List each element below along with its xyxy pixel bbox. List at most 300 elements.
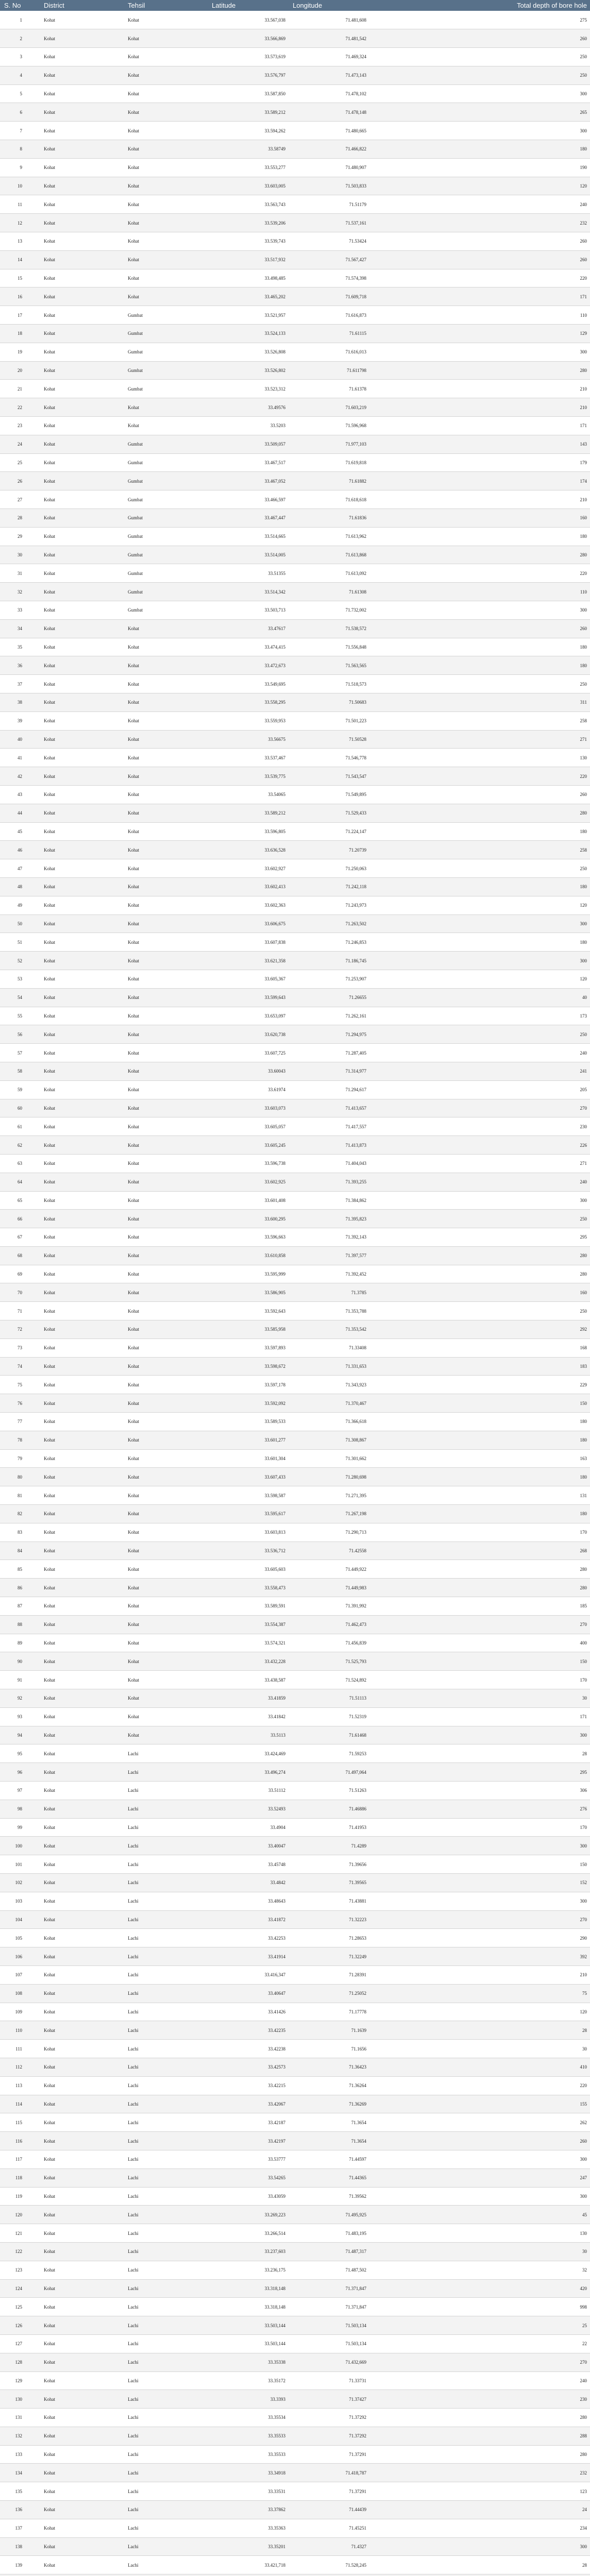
cell-district: Kohat (40, 785, 124, 804)
table-row (0, 84, 590, 103)
cell-tehsil: Gumbat (124, 509, 208, 528)
cell-depth: 300 (369, 2187, 590, 2206)
cell-district: Kohat (40, 1505, 124, 1523)
cell-district: Kohat (40, 2464, 124, 2482)
cell-tehsil: Kohat (124, 1246, 208, 1265)
cell-district: Kohat (40, 1468, 124, 1486)
cell-sno: 17 (0, 306, 40, 325)
cell-tehsil: Lachi (124, 1800, 208, 1818)
cell-sno: 104 (0, 1910, 40, 1929)
cell-sno: 87 (0, 1597, 40, 1616)
cell-latitude: 33.537,467 (208, 749, 289, 767)
cell-sno: 31 (0, 564, 40, 583)
cell-latitude: 33.539,775 (208, 767, 289, 786)
cell-tehsil: Lachi (124, 1873, 208, 1892)
cell-longitude: 71.556,848 (289, 638, 369, 656)
cell-tehsil: Kohat (124, 804, 208, 822)
cell-district: Kohat (40, 1413, 124, 1431)
cell-tehsil: Lachi (124, 2279, 208, 2298)
cell-tehsil: Kohat (124, 1413, 208, 1431)
cell-district: Kohat (40, 1357, 124, 1376)
cell-depth: 250 (369, 1302, 590, 1320)
table-row (0, 527, 590, 546)
cell-tehsil: Lachi (124, 2409, 208, 2427)
table-row (0, 1486, 590, 1505)
table-row (0, 1744, 590, 1763)
cell-longitude: 71.384,862 (289, 1191, 369, 1210)
cell-latitude: 33.48643 (208, 1892, 289, 1910)
cell-latitude: 33.601,304 (208, 1449, 289, 1468)
cell-district: Kohat (40, 1671, 124, 1689)
table-row (0, 1007, 590, 1025)
cell-longitude: 71.52319 (289, 1707, 369, 1726)
cell-longitude: 71.61882 (289, 472, 369, 490)
cell-longitude: 71.287,405 (289, 1044, 369, 1062)
cell-longitude: 71.481,542 (289, 29, 369, 48)
cell-sno: 18 (0, 325, 40, 343)
cell-district: Kohat (40, 158, 124, 177)
cell-longitude: 71.543,547 (289, 767, 369, 786)
cell-sno: 35 (0, 638, 40, 656)
cell-depth: 311 (369, 693, 590, 711)
cell-longitude: 71.45251 (289, 2519, 369, 2537)
cell-district: Kohat (40, 970, 124, 988)
cell-tehsil: Gumbat (124, 306, 208, 325)
cell-latitude: 33.558,295 (208, 693, 289, 711)
cell-depth: 280 (369, 804, 590, 822)
cell-tehsil: Gumbat (124, 435, 208, 453)
cell-depth: 220 (369, 2076, 590, 2095)
cell-longitude: 71.567,427 (289, 250, 369, 269)
cell-latitude: 33.467,052 (208, 472, 289, 490)
cell-district: Kohat (40, 2040, 124, 2058)
cell-district: Kohat (40, 952, 124, 970)
cell-district: Kohat (40, 638, 124, 656)
table-row (0, 822, 590, 841)
cell-tehsil: Gumbat (124, 361, 208, 380)
cell-tehsil: Kohat (124, 1615, 208, 1634)
cell-depth: 30 (369, 2242, 590, 2261)
cell-tehsil: Lachi (124, 2519, 208, 2537)
cell-sno: 6 (0, 103, 40, 122)
cell-tehsil: Kohat (124, 1707, 208, 1726)
cell-district: Kohat (40, 398, 124, 417)
cell-longitude: 71.314,977 (289, 1062, 369, 1080)
cell-latitude: 33.438,587 (208, 1671, 289, 1689)
cell-sno: 59 (0, 1080, 40, 1099)
cell-sno: 63 (0, 1154, 40, 1173)
cell-depth: 280 (369, 2445, 590, 2464)
cell-tehsil: Kohat (124, 1191, 208, 1210)
table-header-row (0, 0, 590, 11)
cell-sno: 61 (0, 1117, 40, 1136)
cell-depth: 270 (369, 1910, 590, 1929)
cell-latitude: 33.43059 (208, 2187, 289, 2206)
cell-longitude: 71.462,473 (289, 1615, 369, 1634)
cell-sno: 68 (0, 1246, 40, 1265)
cell-longitude: 71.596,968 (289, 417, 369, 435)
cell-depth: 155 (369, 2095, 590, 2113)
cell-tehsil: Kohat (124, 1597, 208, 1616)
cell-longitude: 71.353,788 (289, 1302, 369, 1320)
cell-longitude: 71.473,143 (289, 66, 369, 84)
cell-tehsil: Kohat (124, 988, 208, 1007)
table-row (0, 287, 590, 306)
table-row (0, 2261, 590, 2279)
cell-depth: 410 (369, 2058, 590, 2076)
cell-tehsil: Kohat (124, 1726, 208, 1744)
cell-district: Kohat (40, 1873, 124, 1892)
cell-district: Kohat (40, 1173, 124, 1191)
cell-tehsil: Kohat (124, 195, 208, 214)
cell-tehsil: Kohat (124, 933, 208, 952)
cell-sno: 117 (0, 2150, 40, 2168)
table-row (0, 1191, 590, 1210)
cell-district: Kohat (40, 2334, 124, 2353)
cell-tehsil: Kohat (124, 1210, 208, 1228)
cell-latitude: 33.603,073 (208, 1099, 289, 1117)
cell-longitude: 71.37291 (289, 2445, 369, 2464)
cell-longitude: 71.495,925 (289, 2206, 369, 2224)
cell-latitude: 33.563,743 (208, 195, 289, 214)
cell-tehsil: Lachi (124, 2206, 208, 2224)
cell-sno: 38 (0, 693, 40, 711)
cell-sno: 70 (0, 1283, 40, 1302)
cell-tehsil: Lachi (124, 2242, 208, 2261)
cell-depth: 260 (369, 250, 590, 269)
cell-district: Kohat (40, 103, 124, 122)
cell-longitude: 71.611798 (289, 361, 369, 380)
cell-latitude: 33.599,643 (208, 988, 289, 1007)
table-row (0, 1062, 590, 1080)
table-row (0, 914, 590, 933)
cell-sno: 28 (0, 509, 40, 528)
cell-longitude: 71.1656 (289, 2040, 369, 2058)
cell-tehsil: Lachi (124, 2168, 208, 2187)
cell-longitude: 71.61836 (289, 509, 369, 528)
table-row (0, 2445, 590, 2464)
table-row (0, 1855, 590, 1874)
cell-longitude: 71.619,818 (289, 453, 369, 472)
cell-district: Kohat (40, 1910, 124, 1929)
cell-latitude: 33.498,485 (208, 269, 289, 287)
cell-latitude: 33.269,223 (208, 2206, 289, 2224)
table-row (0, 380, 590, 398)
cell-latitude: 33.597,893 (208, 1338, 289, 1357)
cell-tehsil: Kohat (124, 841, 208, 859)
cell-longitude: 71.4289 (289, 1837, 369, 1855)
cell-latitude: 33.589,212 (208, 103, 289, 122)
cell-tehsil: Lachi (124, 2132, 208, 2150)
cell-longitude: 71.308,867 (289, 1431, 369, 1449)
cell-district: Kohat (40, 1560, 124, 1579)
table-row (0, 601, 590, 620)
cell-tehsil: Kohat (124, 66, 208, 84)
cell-longitude: 71.44365 (289, 2168, 369, 2187)
cell-tehsil: Kohat (124, 1117, 208, 1136)
table-row (0, 804, 590, 822)
cell-sno: 15 (0, 269, 40, 287)
cell-depth: 258 (369, 711, 590, 730)
table-row (0, 1689, 590, 1708)
table-row (0, 2482, 590, 2501)
table-row (0, 583, 590, 601)
cell-tehsil: Kohat (124, 1560, 208, 1579)
cell-latitude: 33.472,673 (208, 656, 289, 675)
cell-latitude: 33.602,927 (208, 859, 289, 878)
cell-latitude: 33.536,712 (208, 1541, 289, 1560)
cell-tehsil: Lachi (124, 2113, 208, 2132)
cell-depth: 300 (369, 1892, 590, 1910)
cell-longitude: 71.37292 (289, 2409, 369, 2427)
cell-sno: 139 (0, 2556, 40, 2574)
cell-longitude: 71.46886 (289, 1800, 369, 1818)
cell-latitude: 33.40647 (208, 1984, 289, 2003)
cell-sno: 132 (0, 2427, 40, 2445)
table-row (0, 2168, 590, 2187)
cell-sno: 46 (0, 841, 40, 859)
cell-district: Kohat (40, 2556, 124, 2574)
cell-depth: 300 (369, 2537, 590, 2556)
cell-longitude: 71.371,847 (289, 2298, 369, 2316)
cell-longitude: 71.17778 (289, 2003, 369, 2021)
cell-tehsil: Kohat (124, 103, 208, 122)
table-row (0, 1117, 590, 1136)
cell-sno: 29 (0, 527, 40, 546)
cell-depth: 220 (369, 564, 590, 583)
table-row (0, 2298, 590, 2316)
cell-tehsil: Kohat (124, 214, 208, 232)
cell-sno: 118 (0, 2168, 40, 2187)
cell-latitude: 33.40047 (208, 1837, 289, 1855)
cell-longitude: 71.618,618 (289, 490, 369, 509)
cell-sno: 135 (0, 2482, 40, 2501)
table-row (0, 970, 590, 988)
cell-district: Kohat (40, 2021, 124, 2040)
cell-depth: 129 (369, 325, 590, 343)
table-row (0, 453, 590, 472)
cell-depth: 210 (369, 490, 590, 509)
table-row (0, 509, 590, 528)
cell-sno: 77 (0, 1413, 40, 1431)
cell-latitude: 33.54065 (208, 785, 289, 804)
cell-longitude: 71.39562 (289, 2187, 369, 2206)
table-row (0, 1929, 590, 1947)
cell-sno: 109 (0, 2003, 40, 2021)
cell-depth: 150 (369, 1394, 590, 1413)
cell-district: Kohat (40, 1099, 124, 1117)
cell-sno: 27 (0, 490, 40, 509)
cell-district: Kohat (40, 1338, 124, 1357)
cell-latitude: 33.5203 (208, 417, 289, 435)
cell-tehsil: Kohat (124, 952, 208, 970)
cell-longitude: 71.732,002 (289, 601, 369, 620)
cell-latitude: 33.549,695 (208, 675, 289, 693)
cell-latitude: 33.42187 (208, 2113, 289, 2132)
cell-tehsil: Kohat (124, 1136, 208, 1155)
cell-tehsil: Lachi (124, 1965, 208, 1984)
table-row (0, 1265, 590, 1283)
cell-tehsil: Lachi (124, 1837, 208, 1855)
cell-tehsil: Lachi (124, 2095, 208, 2113)
table-row (0, 619, 590, 638)
cell-tehsil: Lachi (124, 2076, 208, 2095)
cell-longitude: 71.224,147 (289, 822, 369, 841)
table-row (0, 325, 590, 343)
cell-sno: 16 (0, 287, 40, 306)
cell-district: Kohat (40, 2095, 124, 2113)
cell-latitude: 33.42573 (208, 2058, 289, 2076)
cell-district: Kohat (40, 2353, 124, 2371)
cell-district: Kohat (40, 2187, 124, 2206)
cell-longitude: 71.413,873 (289, 1136, 369, 1155)
cell-sno: 1 (0, 11, 40, 29)
cell-sno: 122 (0, 2242, 40, 2261)
cell-latitude: 33.53777 (208, 2150, 289, 2168)
cell-latitude: 33.465,202 (208, 287, 289, 306)
cell-depth: 180 (369, 140, 590, 159)
cell-district: Kohat (40, 1302, 124, 1320)
cell-depth: 180 (369, 1431, 590, 1449)
cell-district: Kohat (40, 564, 124, 583)
cell-sno: 136 (0, 2501, 40, 2519)
cell-depth: 180 (369, 877, 590, 896)
cell-longitude: 71.37291 (289, 2482, 369, 2501)
cell-latitude: 33.416,347 (208, 1965, 289, 1984)
cell-longitude: 71.371,847 (289, 2279, 369, 2298)
header-sno: S. No (4, 2, 21, 9)
cell-longitude: 71.267,198 (289, 1505, 369, 1523)
cell-sno: 74 (0, 1357, 40, 1376)
cell-depth: 123 (369, 2482, 590, 2501)
cell-sno: 112 (0, 2058, 40, 2076)
cell-depth: 75 (369, 1984, 590, 2003)
cell-latitude: 33.605,367 (208, 970, 289, 988)
cell-depth: 300 (369, 914, 590, 933)
cell-longitude: 71.36264 (289, 2076, 369, 2095)
cell-latitude: 33.4842 (208, 1873, 289, 1892)
cell-depth: 234 (369, 2519, 590, 2537)
cell-depth: 275 (369, 11, 590, 29)
cell-sno: 40 (0, 730, 40, 749)
cell-sno: 71 (0, 1302, 40, 1320)
table-row (0, 1597, 590, 1616)
cell-tehsil: Kohat (124, 287, 208, 306)
table-row (0, 749, 590, 767)
cell-longitude: 71.478,148 (289, 103, 369, 122)
cell-latitude: 33.607,725 (208, 1044, 289, 1062)
cell-tehsil: Kohat (124, 232, 208, 251)
table-row (0, 232, 590, 251)
cell-tehsil: Kohat (124, 1579, 208, 1597)
table-row (0, 2390, 590, 2409)
cell-sno: 4 (0, 66, 40, 84)
cell-tehsil: Kohat (124, 693, 208, 711)
cell-district: Kohat (40, 140, 124, 159)
table-row (0, 933, 590, 952)
cell-sno: 12 (0, 214, 40, 232)
cell-latitude: 33.539,743 (208, 232, 289, 251)
table-row (0, 2187, 590, 2206)
cell-depth: 180 (369, 1468, 590, 1486)
cell-depth: 300 (369, 1726, 590, 1744)
table-row (0, 2095, 590, 2113)
cell-longitude: 71.20739 (289, 841, 369, 859)
cell-depth: 280 (369, 361, 590, 380)
cell-sno: 36 (0, 656, 40, 675)
cell-longitude: 71.478,102 (289, 84, 369, 103)
cell-depth: 290 (369, 1929, 590, 1947)
cell-depth: 170 (369, 1818, 590, 1837)
table-row (0, 1892, 590, 1910)
cell-latitude: 33.318,148 (208, 2279, 289, 2298)
cell-longitude: 71.37427 (289, 2390, 369, 2409)
table-row (0, 1154, 590, 1173)
cell-sno: 126 (0, 2316, 40, 2335)
cell-depth: 300 (369, 2150, 590, 2168)
cell-tehsil: Lachi (124, 2482, 208, 2501)
table-row (0, 48, 590, 66)
cell-depth: 168 (369, 1338, 590, 1357)
cell-depth: 230 (369, 2390, 590, 2409)
cell-district: Kohat (40, 287, 124, 306)
cell-sno: 113 (0, 2076, 40, 2095)
cell-depth: 280 (369, 1579, 590, 1597)
cell-sno: 133 (0, 2445, 40, 2464)
cell-longitude: 71.393,255 (289, 1173, 369, 1191)
cell-tehsil: Kohat (124, 730, 208, 749)
cell-sno: 52 (0, 952, 40, 970)
table-row (0, 2224, 590, 2243)
cell-latitude: 33.35338 (208, 2353, 289, 2371)
cell-longitude: 71.51113 (289, 1689, 369, 1708)
cell-longitude: 71.404,043 (289, 1154, 369, 1173)
cell-tehsil: Kohat (124, 1652, 208, 1671)
cell-latitude: 33.41872 (208, 1910, 289, 1929)
cell-latitude: 33.42067 (208, 2095, 289, 2113)
table-row (0, 2150, 590, 2168)
cell-longitude: 71.480,665 (289, 122, 369, 140)
cell-longitude: 71.538,572 (289, 619, 369, 638)
cell-depth: 271 (369, 1154, 590, 1173)
table-row (0, 177, 590, 195)
cell-district: Kohat (40, 1283, 124, 1302)
cell-sno: 65 (0, 1191, 40, 1210)
cell-sno: 94 (0, 1726, 40, 1744)
cell-sno: 37 (0, 675, 40, 693)
table-row (0, 1523, 590, 1541)
header-depth: Total depth of bore hole (517, 2, 587, 9)
cell-tehsil: Gumbat (124, 546, 208, 564)
cell-tehsil: Kohat (124, 398, 208, 417)
cell-latitude: 33.514,005 (208, 546, 289, 564)
cell-latitude: 33.58749 (208, 140, 289, 159)
table-row (0, 1228, 590, 1247)
cell-sno: 8 (0, 140, 40, 159)
cell-depth: 171 (369, 1707, 590, 1726)
cell-district: Kohat (40, 2132, 124, 2150)
table-row (0, 952, 590, 970)
cell-sno: 43 (0, 785, 40, 804)
table-row (0, 1413, 590, 1431)
cell-longitude: 71.480,907 (289, 158, 369, 177)
cell-longitude: 71.549,895 (289, 785, 369, 804)
cell-depth: 280 (369, 546, 590, 564)
cell-depth: 163 (369, 1449, 590, 1468)
cell-longitude: 71.263,502 (289, 914, 369, 933)
cell-longitude: 71.36269 (289, 2095, 369, 2113)
cell-depth: 300 (369, 1837, 590, 1855)
